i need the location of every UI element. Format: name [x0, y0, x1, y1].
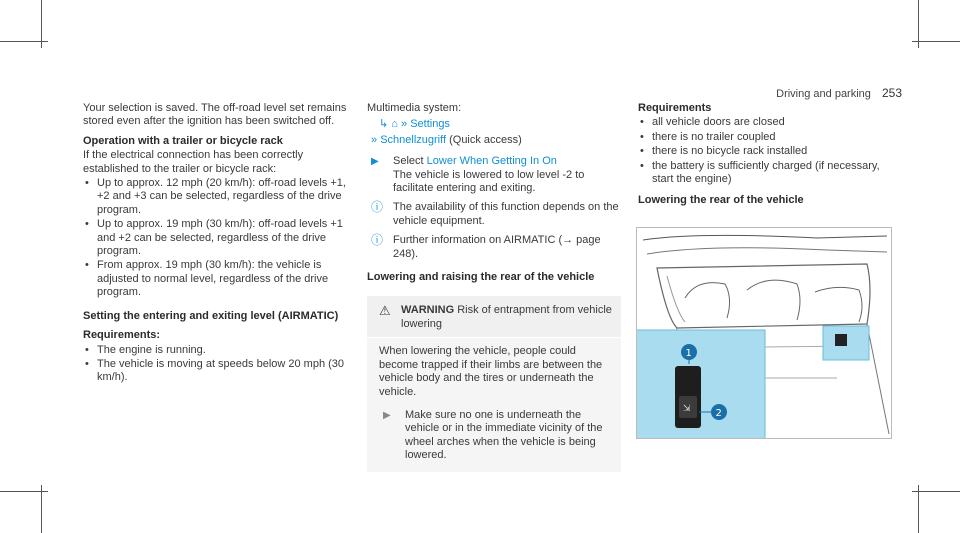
section-title: Driving and parking: [776, 88, 871, 100]
menu-path: [367, 118, 623, 131]
select-prefix: Select: [393, 155, 424, 168]
list-item: • Up to approx. 12 mph (20 km/h): off-road levels +1, +2 and +3 can be selected, regardless of the drive program.: [85, 177, 346, 216]
list-item: • Up to approx. 19 mph (30 km/h): off-road levels +1 and +2 can be selected, regardless of the drive program.: [85, 218, 343, 258]
warning-body: When lowering the vehicle, people could become trapped if their limbs are between the vehicle body and the tires or underneath the vehicle.: [379, 345, 603, 398]
menu-path-quick: [367, 134, 623, 147]
column-left: [83, 102, 351, 386]
page-number: 253: [881, 86, 902, 100]
info-icon: ⓘ: [371, 233, 384, 248]
trunk-drawing: [637, 228, 891, 438]
info-icon: ⓘ: [371, 200, 384, 215]
crop-mark: [918, 485, 919, 533]
list-item: • The engine is running.: [85, 343, 206, 356]
column-right: [638, 102, 900, 209]
warning-title: WARNING: [401, 304, 455, 317]
chevron-icon: »: [401, 118, 408, 131]
crop-mark: [912, 41, 960, 42]
home-icon: ⌂: [391, 118, 398, 131]
step-arrow-icon: ▶: [383, 409, 391, 421]
arrow-icon: ↳: [379, 118, 389, 131]
callout-2: 2: [715, 408, 722, 419]
svg-text:⇲: ⇲: [683, 404, 691, 414]
trunk-illustration: [636, 227, 892, 439]
list-item: • From approx. 19 mph (30 km/h): the vehicle is adjusted to normal level, regardless of the drive program.: [85, 259, 329, 299]
crop-mark: [0, 491, 48, 492]
trailer-heading: Operation with a trailer or bicycle rack: [83, 134, 283, 147]
info-note: ⓘ Further information on AIRMATIC (→ page 248).: [367, 234, 623, 261]
intro-text: Your selection is saved. The off-road level set remains stored even after the ignition has been switched off.: [83, 102, 347, 128]
quick-access-link[interactable]: Schnellzugriff: [380, 133, 447, 146]
lowering-raising-heading: Lowering and raising the rear of the vehicle: [367, 271, 595, 284]
column-middle: [367, 102, 623, 472]
trailer-text: If the electrical connection has been correctly established to the trailer or bicycle rack:: [83, 149, 304, 175]
settings-link[interactable]: Settings: [410, 118, 450, 131]
warning-icon: ⚠: [379, 303, 391, 319]
lower-when-getting-in-link[interactable]: Lower When Getting In On: [426, 155, 557, 168]
list-item: • The vehicle is moving at speeds below 20 mph (30 km/h).: [85, 357, 345, 384]
multimedia-label: Multimedia system:: [367, 102, 462, 114]
step-arrow-icon: ▶: [371, 156, 379, 168]
list-item: • all vehicle doors are closed: [640, 116, 785, 129]
instruction-step: [367, 155, 623, 195]
warning-box: [367, 296, 621, 471]
quick-access-suffix: (Quick access): [449, 133, 522, 146]
setting-heading: Setting the entering and exiting level (AIRMATIC): [83, 309, 339, 322]
callout-1: 1: [685, 348, 692, 359]
warning-step: ▶ Make sure no one is underneath the vehicle or in the immediate vicinity of the wheel arches when the vehicle is being lowered.: [379, 409, 613, 463]
select-result-text: The vehicle is lowered to low level -2 to facilitate entering and exiting.: [393, 168, 585, 195]
requirements-heading: Requirements: [638, 102, 712, 114]
requirements-heading: Requirements:: [83, 329, 161, 342]
list-item: • the battery is sufficiently charged (if necessary, start the engine): [640, 159, 880, 186]
chevron-icon: »: [371, 133, 378, 146]
info-note: ⓘ The availability of this function depends on the vehicle equipment.: [367, 201, 623, 228]
warning-risk: Risk of entrapment from vehicle lowering: [401, 304, 612, 330]
list-item: • there is no trailer coupled: [640, 130, 776, 143]
crop-mark: [41, 485, 42, 533]
crop-mark: [912, 491, 960, 492]
crop-mark: [0, 41, 48, 42]
list-item: • there is no bicycle rack installed: [640, 145, 808, 158]
lowering-heading: Lowering the rear of the vehicle: [638, 194, 804, 207]
page-header: [776, 86, 902, 100]
